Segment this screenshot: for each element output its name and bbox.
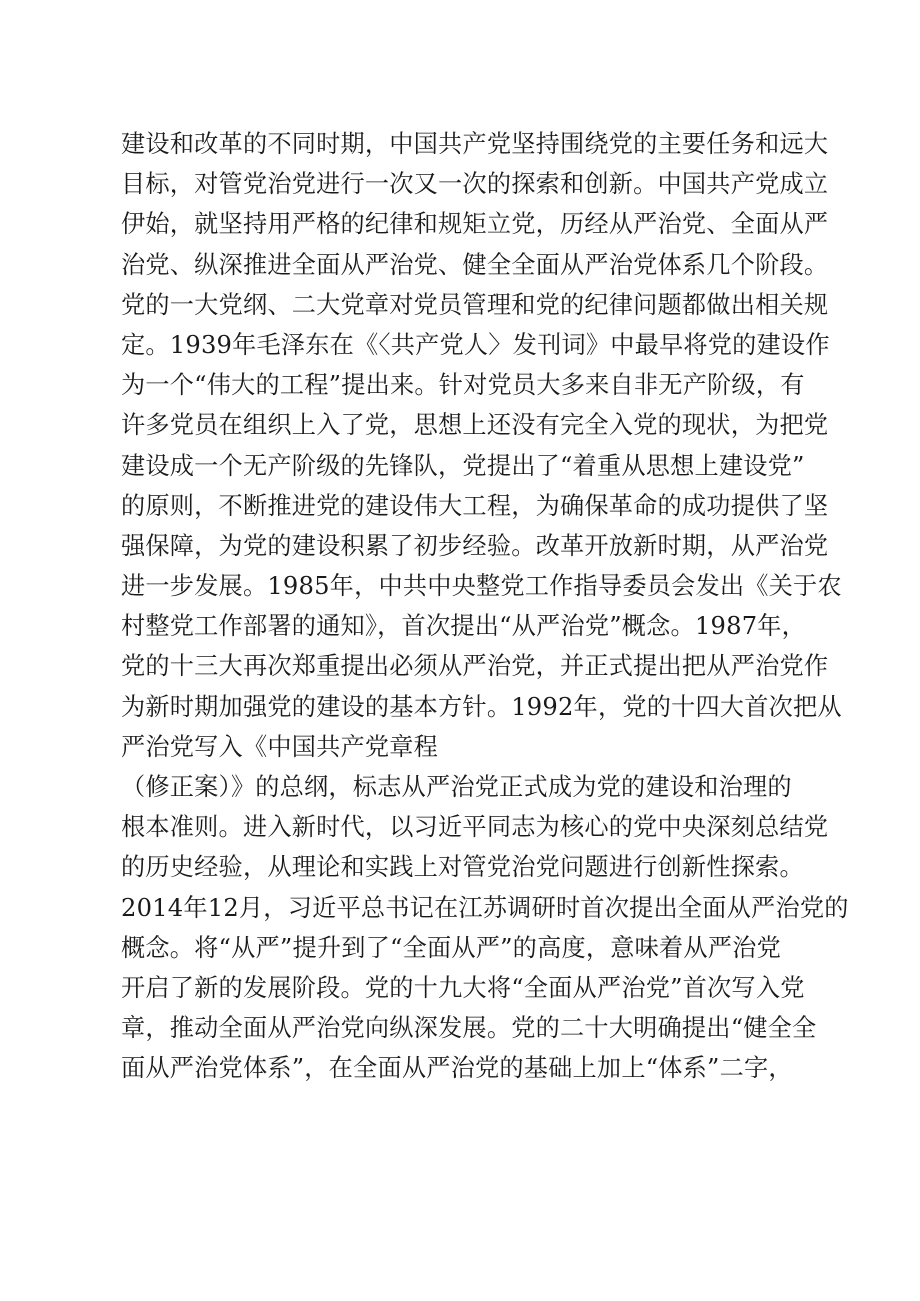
- text-line: 治党、纵深推进全面从严治党、健全全面从严治党体系几个阶段。: [121, 250, 829, 279]
- text-line: 党的一大党纲、二大党章对党员管理和党的纪律问题都做出相关规: [121, 290, 829, 319]
- text-line: 目标，对管党治党进行一次又一次的探索和创新。中国共产党成立: [121, 170, 829, 199]
- text-line: 村整党工作部署的通知》，首次提出“从严治党”概念。1987年，: [121, 612, 807, 641]
- text-line: 面从严治党体系”，在全面从严治党的基础上加上“体系”二字，: [121, 1054, 793, 1083]
- text-line: 为新时期加强党的建设的基本方针。1992年，党的十四大首次把从: [121, 692, 842, 721]
- text-line: 强保障，为党的建设积累了初步经验。改革开放新时期，从严治党: [121, 531, 829, 560]
- text-line: 根本准则。进入新时代，以习近平同志为核心的党中央深刻总结党: [121, 813, 829, 842]
- text-line: 的历史经验，从理论和实践上对管党治党问题进行创新性探索。: [121, 853, 804, 882]
- text-line: 2014年12月，习近平总书记在江苏调研时首次提出全面从严治党的: [121, 893, 849, 922]
- text-line: 严治党写入《中国共产党章程: [121, 732, 439, 761]
- text-line: 伊始，就坚持用严格的纪律和规矩立党，历经从严治党、全面从严: [121, 210, 829, 239]
- text-line: 党的十三大再次郑重提出必须从严治党，并正式提出把从严治党作: [121, 652, 829, 681]
- text-line: 概念。将“从严”提升到了“全面从严”的高度，意味着从严治党: [121, 933, 781, 962]
- text-line: 建设和改革的不同时期，中国共产党坚持围绕党的主要任务和远大: [121, 130, 829, 158]
- text-line: 开启了新的发展阶段。党的十九大将“全面从严治党”首次写入党: [121, 973, 805, 1002]
- text-line: 的原则，不断推进党的建设伟大工程，为确保革命的成功提供了坚: [121, 491, 829, 520]
- text-line: 为一个“伟大的工程”提出来。针对党员大多来自非无产阶级，有: [121, 371, 805, 400]
- text-line: 进一步发展。1985年，中共中央整党工作指导委员会发出《关于农: [121, 572, 842, 601]
- text-line: 许多党员在组织上入了党，思想上还没有完全入党的现状，为把党: [121, 411, 829, 440]
- text-line: 定。1939年毛泽东在《〈共产党人〉发刊词》中最早将党的建设作: [121, 330, 830, 359]
- body-paragraph: [121, 124, 849, 1089]
- text-line: 章，推动全面从严治党向纵深发展。党的二十大明确提出“健全全: [121, 1014, 817, 1043]
- text-line: 建设成一个无产阶级的先锋队，党提出了“着重从思想上建设党”: [121, 451, 805, 480]
- text-line: （修正案）》的总纲，标志从严治党正式成为党的建设和治理的: [121, 773, 792, 801]
